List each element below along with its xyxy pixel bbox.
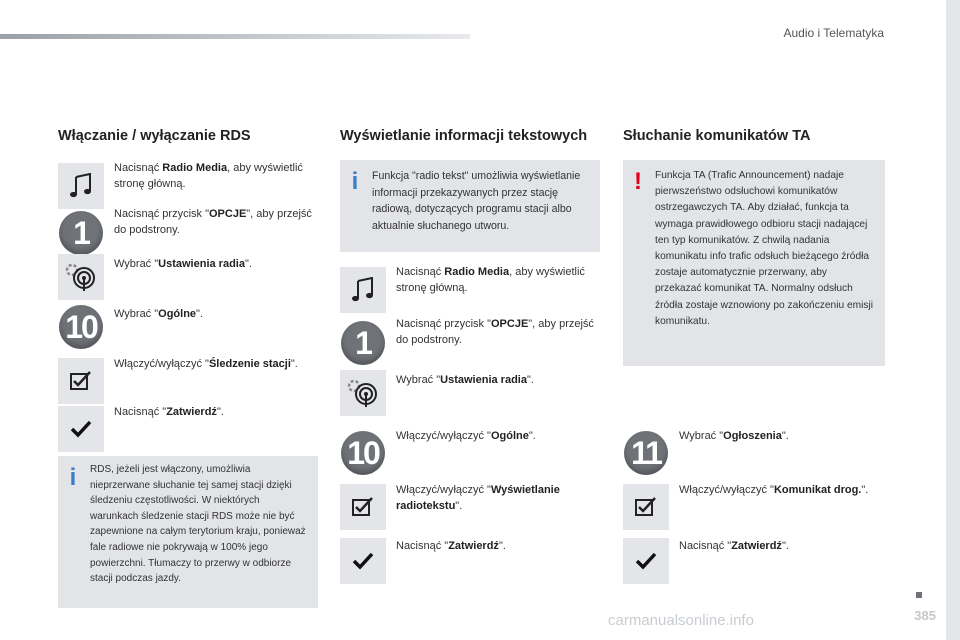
info-text: Funkcja "radio tekst" umożliwia wyświetlanie informacji przekazywanych przez stację radiową, dotyczących programu stacji albo aktualnie słuchanego utworu.: [372, 170, 581, 232]
step-text: Nacisnąć Radio Media, aby wyświetlić stronę główną.: [396, 266, 585, 294]
page-number: 385: [914, 608, 936, 623]
step-text: Włączyć/wyłączyć "Ogólne".: [396, 430, 536, 442]
section-title-radiotext: Wyświetlanie informacji tekstowych: [340, 128, 588, 144]
step-text: Nacisnąć "Zatwierdź".: [396, 540, 506, 552]
step-text: Nacisnąć przycisk "OPCJE", aby przejść do podstrony.: [396, 318, 594, 346]
step-text: Nacisnąć "Zatwierdź".: [679, 540, 789, 552]
checkmark-icon: [623, 538, 669, 584]
column-radiotext: [340, 128, 602, 552]
section-title-ta: Słuchanie komunikatów TA: [623, 128, 811, 144]
checkbox-toggle-icon: [623, 484, 669, 530]
info-icon: i: [351, 168, 359, 195]
step-text: Nacisnąć "Zatwierdź".: [114, 406, 224, 418]
info-text: Funkcja TA (Trafic Announcement) nadaje pierwszeństwo odsłuchowi komunikatów ostrzegawczych TA. Aby działać, funkcja ta wymaga prawidłowego odbioru stacji nadającej ten typ komunikatów. Z chwilą nadania komunikatu info trafic odsłuch bieżącego źródła zostaje automatycznie przerwany, aby przekazać komunikat TA. Normalny odsłuch źródła zostaje wznowiony po zakończeniu emisji komunikatu.: [655, 170, 874, 327]
step-text: Włączyć/wyłączyć "Śledzenie stacji".: [114, 358, 298, 370]
radio-settings-icon: [340, 370, 386, 416]
music-note-icon: [58, 163, 104, 209]
page-marker: [916, 592, 922, 598]
header-bar: [0, 34, 470, 39]
step-text: Wybrać "Ustawienia radia".: [396, 374, 534, 386]
info-box-ta: [623, 160, 885, 366]
info-text: RDS, jeżeli jest włączony, umożliwia nieprzerwane słuchanie tej samej stacji dzięki śledzeniu częstotliwości. W niektórych warunkach śledzenie stacji RDS może nie być zapewnione na całym terytorium kraju, ponieważ fale radiowe nie pokrywają w 100% jego powierzchni. Tłumaczy to przerwy w odbiorze stacji podczas jazdy.: [90, 464, 306, 585]
step-text: Włączyć/wyłączyć "Wyświetlanie radiotekstu".: [396, 484, 560, 512]
step-text: Wybrać "Ogólne".: [114, 308, 204, 320]
checkbox-toggle-icon: [58, 358, 104, 404]
checkbox-toggle-icon: [340, 484, 386, 530]
column-rds: [58, 128, 320, 585]
step-number-badge: 10: [340, 430, 386, 476]
page-header-title: Audio i Telematyka: [783, 26, 884, 40]
step-number-badge: 10: [58, 304, 104, 350]
info-box-radiotext: [340, 160, 600, 252]
music-note-icon: [340, 267, 386, 313]
radio-settings-icon: [58, 254, 104, 300]
info-box-rds: [58, 456, 318, 608]
section-title-rds: Włączanie / wyłączanie RDS: [58, 128, 251, 144]
warning-icon: !: [634, 168, 642, 195]
step-text: Nacisnąć przycisk "OPCJE", aby przejść do podstrony.: [114, 208, 312, 236]
info-icon: i: [69, 464, 77, 491]
watermark: carmanualsonline.info: [608, 612, 754, 629]
checkmark-icon: [340, 538, 386, 584]
column-ta: [623, 128, 885, 552]
step-text: Wybrać "Ogłoszenia".: [679, 430, 789, 442]
step-text: Włączyć/wyłączyć "Komunikat drog.".: [679, 484, 869, 496]
step-number-badge: 1: [340, 320, 386, 366]
step-number-badge: 11: [623, 430, 669, 476]
step-number-badge: 1: [58, 210, 104, 256]
checkmark-icon: [58, 406, 104, 452]
page-edge-strip: [946, 0, 960, 640]
step-text: Nacisnąć Radio Media, aby wyświetlić stronę główną.: [114, 162, 303, 190]
step-text: Wybrać "Ustawienia radia".: [114, 258, 252, 270]
